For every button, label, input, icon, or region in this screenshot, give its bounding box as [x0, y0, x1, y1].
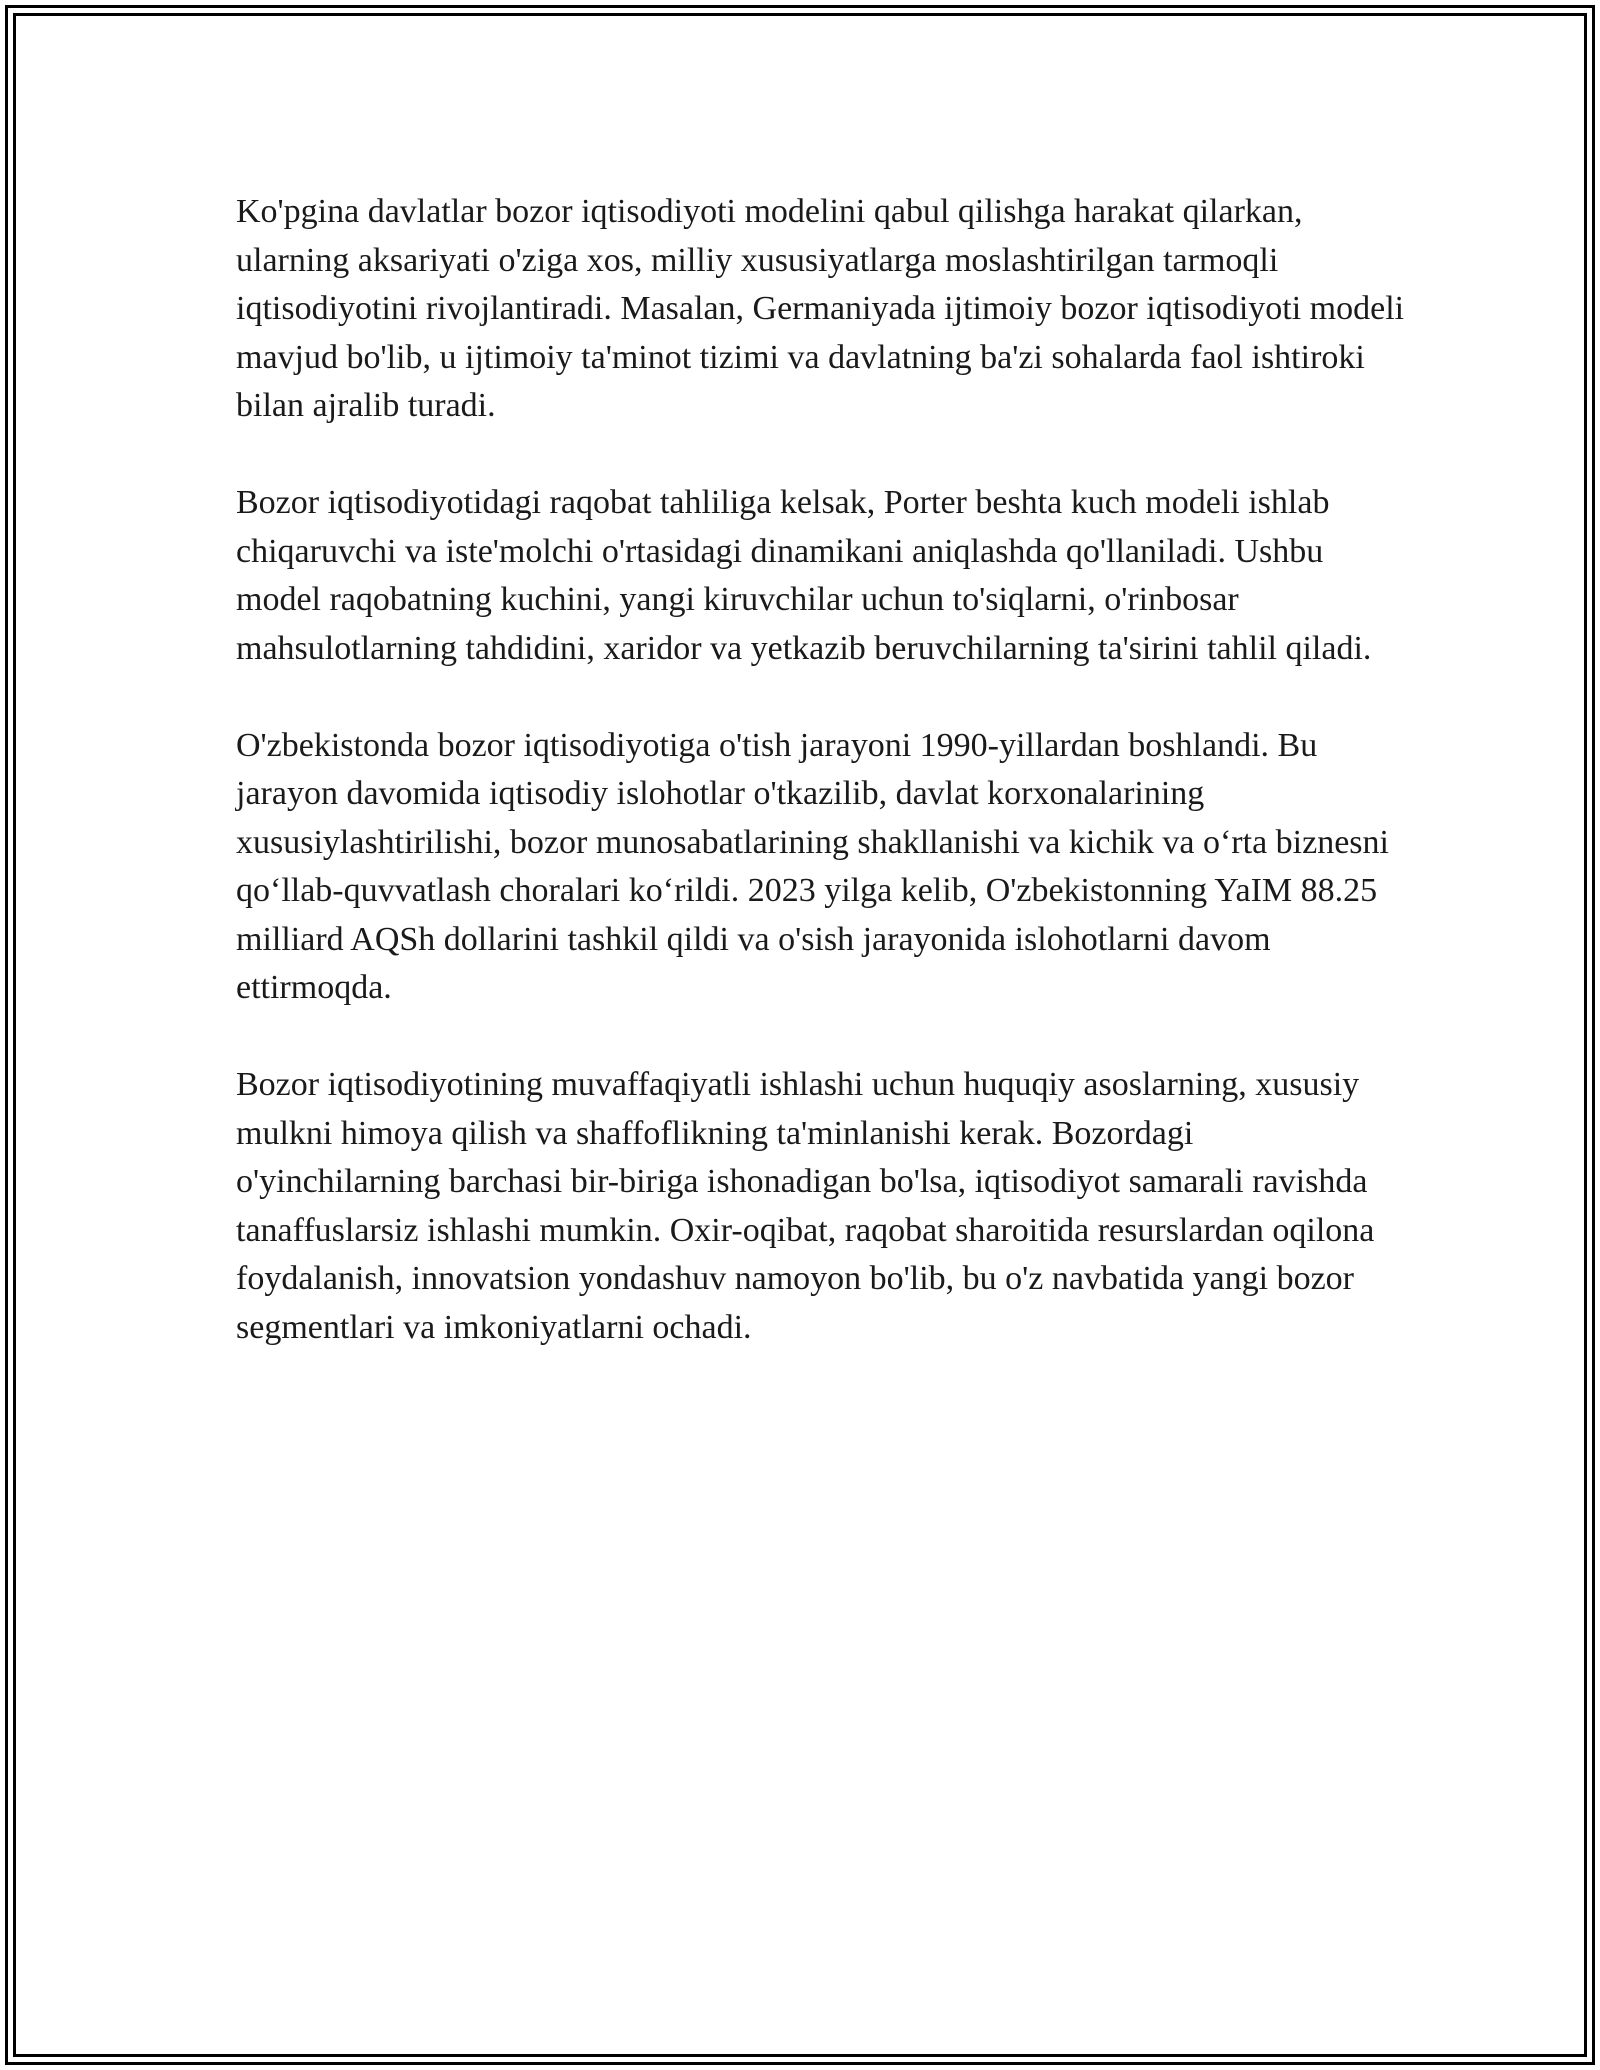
document-body [236, 188, 1406, 1401]
paragraph-1: Ko'pgina davlatlar bozor iqtisodiyoti modelini qabul qilishga harakat qilarkan, ularning aksariyati o'ziga xos, milliy xususiyatlarga moslashtirilgan tarmoqli iqtisodiyotini rivojlantiradi. Masalan, Germaniyada ijtimoiy bozor iqtisodiyoti modeli mavjud bo'lib, u ijtimoiy ta'minot tizimi va davlatning ba'zi sohalarda faol ishtiroki bilan ajralib turadi. [236, 193, 1405, 424]
paragraph-4: Bozor iqtisodiyotining muvaffaqiyatli ishlashi uchun huquqiy asoslarning, xususiy mulkni himoya qilish va shaffoflikning ta'minlanishi kerak. Bozordagi o'yinchilarning barchasi bir-biriga ishonadigan bo'lsa, iqtisodiyot samarali ravishda tanaffuslarsiz ishlashi mumkin. Oxir-oqibat, raqobat sharoitida resurslardan oqilona foydalanish, innovatsion yondashuv namoyon bo'lib, bu o'z navbatida yangi bozor segmentlari va imkoniyatlarni ochadi. [236, 1066, 1375, 1346]
paragraph-2: Bozor iqtisodiyotidagi raqobat tahliliga kelsak, Porter beshta kuch modeli ishlab chiqaruvchi va iste'molchi o'rtasidagi dinamikani aniqlashda qo'llaniladi. Ushbu model raqobatning kuchini, yangi kiruvchilar uchun to'siqlarni, o'rinbosar mahsulotlarning tahdidini, xaridor va yetkazib beruvchilarning ta'sirini tahlil qiladi. [236, 484, 1372, 667]
paragraph-3: O'zbekistonda bozor iqtisodiyotiga o'tish jarayoni 1990-yillardan boshlandi. Bu jarayon davomida iqtisodiy islohotlar o'tkazilib, davlat korxonalarining xususiylashtirilishi, bozor munosabatlarining shakllanishi va kichik va o‘rta biznesni qo‘llab-quvvatlash choralari ko‘rildi. 2023 yilga kelib, O'zbekistonning YaIM 88.25 milliard AQSh dollarini tashkil qildi va o'sish jarayonida islohotlarni davom ettirmoqda. [236, 726, 1389, 1006]
